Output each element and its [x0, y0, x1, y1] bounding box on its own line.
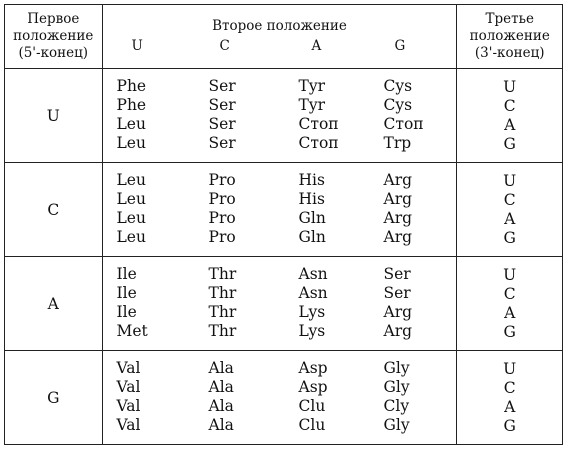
amino-acid: Gly — [383, 416, 410, 434]
third-header-line: Третье — [485, 11, 534, 27]
amino-acid: Thr — [208, 284, 237, 302]
amino-acid-line — [103, 378, 456, 397]
amino-acid-line — [103, 303, 456, 322]
amino-acid-line — [103, 322, 456, 341]
amino-acid: Asp — [298, 359, 328, 377]
amino-acid: Стоп — [383, 115, 424, 133]
amino-acid: Pro — [208, 228, 236, 246]
amino-acid: Arg — [383, 303, 413, 321]
third-position-base: C — [503, 378, 516, 397]
amino-acid: Ile — [116, 303, 137, 321]
amino-acid: Pro — [208, 190, 236, 208]
third-position-base: G — [503, 134, 516, 153]
second-position-header — [102, 5, 457, 69]
amino-acid-line — [103, 96, 456, 115]
amino-acid-line — [103, 265, 456, 284]
third-position-base: G — [503, 228, 516, 247]
amino-acid: Thr — [208, 322, 237, 340]
third-position-base: U — [503, 77, 517, 96]
amino-acid: Arg — [383, 209, 413, 227]
third-position-bases — [457, 257, 563, 351]
first-header-line: Первое — [27, 11, 80, 27]
amino-acid: Ser — [208, 115, 236, 133]
amino-acid: Gly — [383, 359, 410, 377]
amino-acid-line — [103, 228, 456, 247]
amino-acid: Cly — [383, 397, 410, 415]
amino-acid: Gly — [383, 378, 410, 396]
codon-group-row — [5, 257, 563, 351]
amino-acid: Gln — [298, 228, 326, 246]
second-base-header-c: C — [219, 38, 230, 54]
first-position-base: A — [5, 257, 103, 351]
amino-acid: Arg — [383, 322, 413, 340]
third-header-line: положение — [469, 28, 550, 44]
second-position-title: Второе положение — [212, 18, 347, 34]
amino-acid: Стоп — [298, 134, 339, 152]
third-position-base: A — [504, 209, 516, 228]
amino-acid: Val — [116, 378, 141, 396]
second-base-header-u: U — [131, 38, 143, 54]
first-position-base: G — [5, 351, 103, 445]
amino-acid-line — [103, 397, 456, 416]
amino-acid: Phe — [116, 96, 147, 114]
first-header-line: положение — [13, 28, 94, 44]
second-base-header-g: G — [394, 38, 406, 54]
amino-acid: Asn — [298, 265, 328, 283]
amino-acid: Ile — [116, 284, 137, 302]
second-base-header-a: A — [311, 38, 322, 54]
third-position-base: U — [503, 359, 517, 378]
codon-group-row — [5, 163, 563, 257]
amino-acid: Ser — [383, 284, 411, 302]
amino-acid: Asn — [298, 284, 328, 302]
amino-acid: His — [298, 190, 325, 208]
amino-acid-line — [103, 171, 456, 190]
amino-acid: Ser — [383, 265, 411, 283]
amino-acid: Met — [116, 322, 148, 340]
first-position-base: U — [5, 69, 103, 163]
third-position-base: C — [503, 190, 516, 209]
first-position-header — [5, 5, 103, 69]
amino-acid-line — [103, 209, 456, 228]
amino-acid: Tyr — [298, 96, 326, 114]
amino-acid: Leu — [116, 115, 146, 133]
first-header-line: (5'-конец) — [18, 45, 89, 61]
amino-acid: Trp — [383, 134, 412, 152]
amino-acid-block — [102, 257, 457, 351]
third-position-base: G — [503, 416, 516, 435]
amino-acid: Clu — [298, 416, 326, 434]
amino-acid: Val — [116, 416, 141, 434]
codon-group-row — [5, 69, 563, 163]
amino-acid-block — [102, 351, 457, 445]
third-header-line: (3'-конец) — [474, 45, 545, 61]
amino-acid: His — [298, 171, 325, 189]
third-position-base: U — [503, 265, 517, 284]
amino-acid: Ser — [208, 134, 236, 152]
third-position-base: A — [504, 115, 516, 134]
amino-acid-block — [102, 163, 457, 257]
amino-acid: Стоп — [298, 115, 339, 133]
amino-acid: Phe — [116, 77, 147, 95]
codon-group-row — [5, 351, 563, 445]
amino-acid: Arg — [383, 171, 413, 189]
amino-acid: Leu — [116, 228, 146, 246]
amino-acid-line — [103, 115, 456, 134]
third-position-base: G — [503, 322, 516, 341]
third-position-header — [457, 5, 563, 69]
amino-acid-block — [102, 69, 457, 163]
third-position-base: C — [503, 284, 516, 303]
amino-acid: Lys — [298, 303, 326, 321]
amino-acid: Val — [116, 397, 141, 415]
amino-acid: Clu — [298, 397, 326, 415]
amino-acid: Ala — [208, 397, 234, 415]
third-position-bases — [457, 69, 563, 163]
amino-acid-line — [103, 190, 456, 209]
amino-acid: Lys — [298, 322, 326, 340]
third-position-bases — [457, 351, 563, 445]
amino-acid: Pro — [208, 209, 236, 227]
amino-acid: Ser — [208, 96, 236, 114]
amino-acid: Ala — [208, 378, 234, 396]
third-position-bases — [457, 163, 563, 257]
amino-acid: Leu — [116, 190, 146, 208]
amino-acid: Ala — [208, 359, 234, 377]
amino-acid: Leu — [116, 209, 146, 227]
third-position-base: A — [504, 397, 516, 416]
amino-acid-line — [103, 134, 456, 153]
amino-acid: Arg — [383, 228, 413, 246]
amino-acid: Val — [116, 359, 141, 377]
amino-acid: Gln — [298, 209, 326, 227]
amino-acid-line — [103, 284, 456, 303]
amino-acid: Leu — [116, 171, 146, 189]
first-position-base: C — [5, 163, 103, 257]
third-position-base: U — [503, 171, 517, 190]
third-position-base: C — [503, 96, 516, 115]
amino-acid: Thr — [208, 303, 237, 321]
genetic-code-table — [4, 4, 563, 445]
amino-acid-line — [103, 77, 456, 96]
header-row — [5, 5, 563, 69]
amino-acid: Ser — [208, 77, 236, 95]
amino-acid: Cys — [383, 77, 413, 95]
amino-acid-line — [103, 359, 456, 378]
amino-acid: Asp — [298, 378, 328, 396]
amino-acid: Ile — [116, 265, 137, 283]
amino-acid-line — [103, 416, 456, 435]
third-position-base: A — [504, 303, 516, 322]
amino-acid: Arg — [383, 190, 413, 208]
amino-acid: Pro — [208, 171, 236, 189]
amino-acid: Tyr — [298, 77, 326, 95]
amino-acid: Ala — [208, 416, 234, 434]
amino-acid: Leu — [116, 134, 146, 152]
amino-acid: Thr — [208, 265, 237, 283]
amino-acid: Cys — [383, 96, 413, 114]
